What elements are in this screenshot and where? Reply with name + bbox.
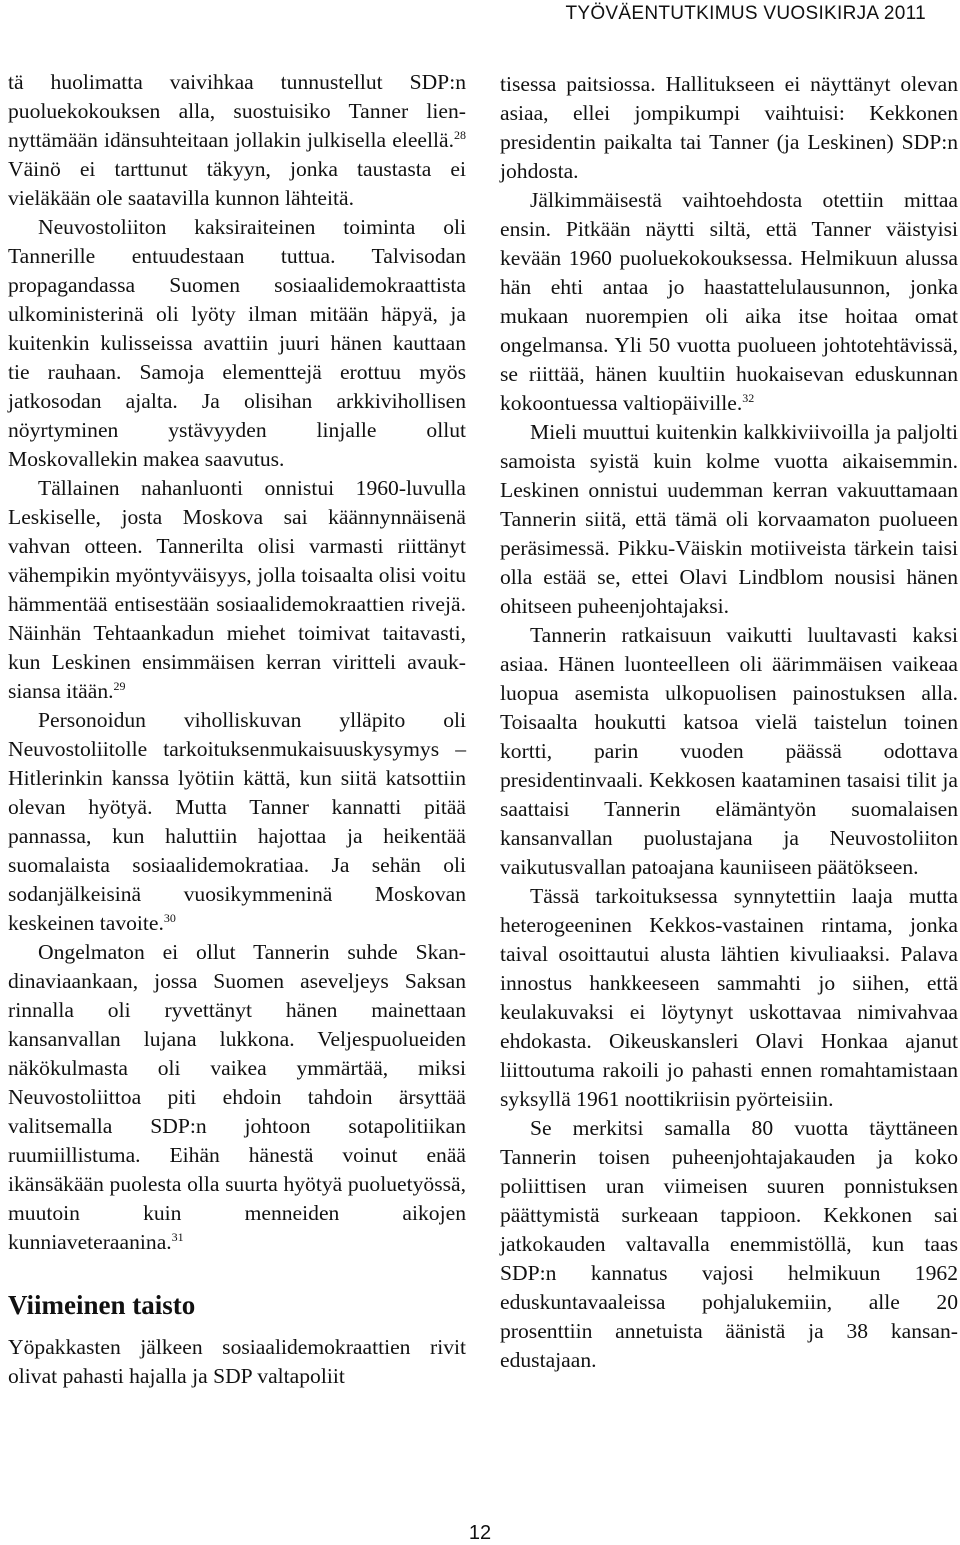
right-column	[500, 70, 958, 1375]
paragraph	[8, 474, 466, 706]
paragraph	[500, 186, 958, 418]
paragraph	[8, 938, 466, 1257]
footnote-ref: 31	[171, 1230, 184, 1244]
paragraph: tisessa paitsiossa. Hallitukseen ei näyttänyt olevan asiaa, ellei jompikumpi vaihtuisi: Kekkonen presidentin paikalta tai Tanner (ja Leskinen) SDP:n johdosta.	[500, 72, 958, 183]
section-heading: Viimeinen taisto	[8, 1290, 196, 1320]
paragraph: Tässä tarkoituksessa synnytettiin laaja mutta heterogeeninen Kekkos-vastainen rintama, jonka taival osoittautui alusta lähtien kivuliaaksi. Palava innostus hankkeeseen sammahti jo siihen, että keulakuvaksi ei löytynyt uskottavaa nimivahvaa ehdokasta. Oikeuskansleri Olavi Honkaa ajanut liittoutuma rakoili jo pahasti ennen romahtamistaan syksyllä 1961 noottikriisin pyörteisiin.	[500, 884, 958, 1111]
paragraph-text: Ongelmaton ei ollut Tannerin suhde Skandinaviaankaan, jossa Suomen aseveljeys Saksan rinnalla oli ryvettänyt hänen mainettaan kansanvallan lujana lukkona. Veljespuolueiden näkökulmasta oli vaikea ymmärtää, miksi Neuvostoliittoa piti ehdoin tahdoin ärsyttää valitsemalla SDP:n johtoon sotapolitiikan ruumiillistuma. Eihän hänestä voinut enää ikänsäkään puolesta olla suurta hyötyä puoluetyössä, muutoin kuin menneiden aikojen kunniaveteraanina.	[8, 940, 466, 1254]
paragraph: Mieli muuttui kuitenkin kalkkiviivoilla ja paljolti samoista syistä kuin kolme vuotta aikaisemmin. Leskinen onnistui uudemman kerran vakuuttamaan Tannerin siitä, että tämä oli korvaamaton puolueen peräsimessä. Pikku-Väiskin motiiveista tärkein taisi olla estää se, ettei Olavi Lindblom nousisi hänen ohitseen puheenjohtajaksi.	[500, 420, 958, 618]
footnote-ref: 29	[113, 679, 126, 693]
paragraph-text: Tällainen nahanluonti onnistui 1960-luvulla Leskiselle, josta Moskova sai käännynnäisenä vahvan otteen. Tannerilta olisi varmasti riittänyt vähempikin myöntyväisyys, jolla toisaalta olisi voitu hämmentää entisestään sosiaalidemokraattien rivejä. Näinhän Tehtaankadun miehet toimivat taitavasti, kun Leskinen ensimmäisen kerran viritteli avauksiansa itään.	[8, 476, 466, 703]
footnote-ref: 28	[454, 128, 466, 142]
page-number: 12	[468, 1522, 492, 1544]
left-column	[8, 68, 466, 1391]
paragraph-text: Jälkimmäisestä vaihtoehdosta otettiin mittaa ensin. Pitkään näytti siltä, että Tanner väistyisi kevään 1960 puoluekokouksessa. Helmikuun alussa hän ehti antaa jo haastattelulausunnon, jonka mukaan nuorempien oli aika itse hoitaa omat ongelmansa. Yli 50 vuotta puolueen johtotehtävissä, se riittää, hänen kuultiin huokaisevan eduskunnan kokoontuessa valtiopäiville.	[500, 188, 958, 415]
paragraph	[8, 706, 466, 938]
paragraph: Tannerin ratkaisuun vaikutti luultavasti kaksi asiaa. Hänen luonteelleen oli äärimmäisen vaikeaa luopua asemista ulkopuolisen painostuksen alla. Toisaalta houkutti katsoa vielä taistelun toinen kortti, parin vuoden päässä odottava presidentinvaali. Kekkosen kaataminen tasaisi tilit ja saattaisi Tannerin elämäntyön suomalaisen kansanvallan puolustajana ja Neuvostoliiton vaikutusvallan patoajana kauniiseen päätökseen.	[500, 623, 958, 879]
paragraph: Se merkitsi samalla 80 vuotta täyttäneen Tannerin toisen puheenjohtajakauden ja koko poliittisen uran viimeisen suuren ponnistuksen päättymistä surkeaan tappioon. Kekkonen sai jatkokauden valtavalla enemmistöllä, kun taas SDP:n kannatus vajosi helmikuun 1962 eduskuntavaaleissa pohjalukemiin, alle 20 prosenttiin annetuista äänistä ja 38 kansanedustajaan.	[500, 1116, 958, 1372]
paragraph: Yöpakkasten jälkeen sosiaalidemokraattien rivit olivat pahasti hajalla ja SDP valtapoliit	[8, 1335, 466, 1388]
footnote-ref: 32	[742, 391, 755, 405]
running-header: TYÖVÄENTUTKIMUS VUOSIKIRJA 2011	[565, 3, 926, 24]
paragraph	[8, 68, 466, 213]
paragraph-text: tä huolimatta vaivihkaa tunnustellut SDP:n puoluekokouksen alla, suostuisiko Tanner liennyttämään idänsuhteitaan jollakin julkisella eleellä.	[8, 70, 466, 152]
paragraph-text: Personoidun viholliskuvan ylläpito oli Neuvostoliitolle tarkoituksenmukaisuuskysymys – Hitlerinkin kanssa lyötiin kättä, kun siitä katsottiin olevan hyötyä. Mutta Tanner kannatti pitää pannassa, kun haluttiin hajottaa ja heikentää suomalaista sosiaalidemokratiaa. Ja sehän oli sodanjälkeisinä vuosikymmeninä Moskovan keskeinen tavoite.	[8, 708, 466, 935]
paragraph-text: Väinö ei tarttunut täkyyn, jonka taustasta ei vieläkään ole saatavilla kunnon lähteitä.	[8, 157, 466, 210]
footnote-ref: 30	[163, 911, 176, 925]
paragraph: Neuvostoliiton kaksiraiteinen toiminta oli Tannerille entuudestaan tuttua. Talvisodan propagandassa Suomen sosiaalidemokraattista ulkoministerinä oli lyöty ilman mitään häpyä, ja kuitenkin kulisseissa avattiin juuri hänen kauttaan tie rauhaan. Samoja elementtejä erottuu myös jatkosodan ajalta. Ja olisihan arkkivihollisen nöyrtyminen ystävyyden linjalle ollut Moskovallekin makea saavutus.	[8, 215, 466, 471]
